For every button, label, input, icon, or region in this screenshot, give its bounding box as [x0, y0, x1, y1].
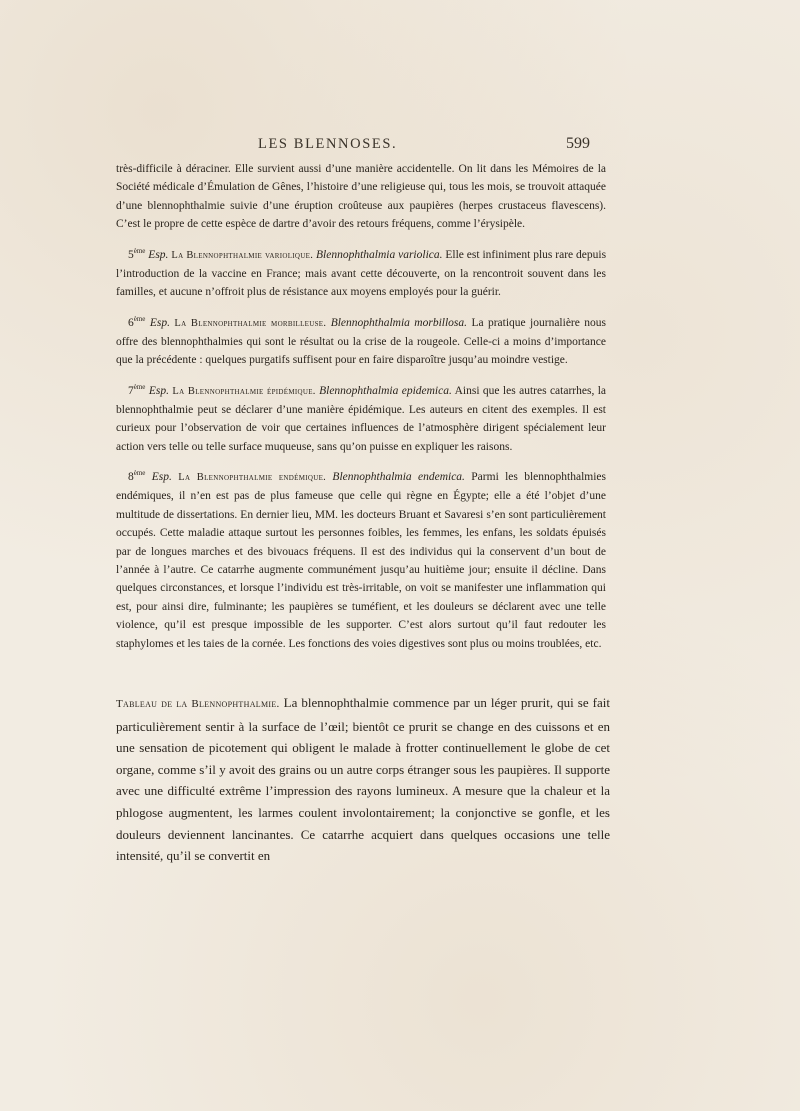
- species-number: 8: [128, 471, 134, 483]
- species-abbrev: Esp.: [145, 471, 172, 483]
- species-number: 5: [128, 248, 134, 261]
- species-title: La Blennophthalmie endémique.: [171, 472, 327, 483]
- species-number: 6: [128, 316, 134, 329]
- species-ordinal: ème: [133, 246, 146, 255]
- species-abbrev: Esp.: [145, 248, 169, 261]
- species-title: La Blennophthalmie épidémique.: [168, 385, 316, 397]
- page-number: 599: [566, 135, 590, 152]
- paragraph-tableau: [116, 692, 610, 867]
- body-text-small: [116, 160, 606, 661]
- species-number: 7: [128, 384, 134, 397]
- species-latin: Blennophthalmia endemica.: [326, 471, 465, 483]
- species-title: La Blennophthalmie variolique.: [168, 249, 314, 261]
- species-title: La Blennophthalmie morbilleuse.: [169, 317, 327, 329]
- species-text: Ainsi que les autres catarrhes, la blennophthalmie peut se déclarer d’une manière épidémique. Les auteurs en citent des exemples. Il est curieux pour l’observation de voir que certaines influences de l’atmosphère dirigent spécialement leur action vers telle ou telle surface muqueuse, sans qu’on puisse en expliquer les raisons.: [116, 384, 607, 453]
- paragraph-species-8: [116, 464, 606, 653]
- species-abbrev: Esp.: [145, 384, 169, 397]
- section-text: La blennophthalmie commence par un léger prurit, qui se fait particulièrement sentir à la surface de l’œil; bientôt ce prurit se change en des cuissons et en une sensation de picotement qui obligent le malade à frotter continuellement le globe de cet organe, comme s’il y avoit des grains ou un autre corps étranger sous les paupières. Il supporte avec une difficulté extrême l’impression des rayons lumineux. A mesure que la chaleur et la phlogose augmentent, les larmes coulent involontairement; la conjonctive se gonfle, et les douleurs deviennent lancinantes. Ce catarrhe acquiert dans quelques occasions une telle intensité, qu’il se convertit en: [116, 695, 611, 864]
- species-text: Parmi les blennophthalmies endémiques, il n’en est pas de plus fameuse que celle qui règne en Égypte; elle a été l’objet d’une multitude de dissertations. En dernier lieu, MM. les docteurs Bruant et Savaresi s’en sont particulièrement occupés. Cette maladie attaque surtout les personnes foibles, les femmes, les enfans, les soldats épuisés par de longues marches et des bivouacs fréquens. Il est des individus qui la conservent d’un bout de l’année à l’autre. Ce catarrhe augmente communément jusqu’au huitième jour; ensuite il décline. Dans quelques circonstances, et lorsque l’individu est très-irritable, on voit se manifester une inflammation qui est, pour ainsi dire, fulminante; les paupières se tuméfient, et les douleurs se déclarent avec une telle violence, qu’il est presque impossible de les supporter. C’est alors surtout qu’il faut redouter les staphylomes et les taies de la cornée. Les fonctions des voies digestives sont plus ou moins troublées, etc.: [116, 471, 607, 650]
- paragraph-species-7: [116, 378, 606, 456]
- section-title: Tableau de la Blennophthalmie.: [116, 698, 280, 710]
- species-text: La pratique journalière nous offre des blennophthalmies qui sont le résultat ou la crise de la rougeole. Celle-ci a moins d’importance que la précédente : quelques purgatifs suffisent pour en faire disparoître jusqu’au moindre vestige.: [116, 316, 606, 367]
- species-ordinal: ème: [133, 469, 146, 478]
- body-text-large: [116, 692, 610, 867]
- paragraph-species-6: [116, 310, 606, 370]
- page-header: [0, 136, 800, 156]
- species-latin: Blennophthalmia epidemica.: [315, 384, 452, 397]
- species-latin: Blennophthalmia variolica.: [313, 248, 443, 261]
- species-ordinal: ème: [133, 382, 146, 391]
- paragraph-species-5: [116, 242, 606, 302]
- species-latin: Blennophthalmia morbillosa.: [326, 316, 468, 329]
- paragraph-continuation: très-difficile à déraciner. Elle survient aussi d’une manière accidentelle. On lit dans les Mémoires de la Société médicale d’Émulation de Gênes, l’histoire d’une religieuse qui, tous les mois, se trouvoit attaquée d’une blennophthalmie suivie d’une éruption croûteuse aux paupières (herpes crustaceus flavescens). C’est le propre de cette espèce de dartre d’avoir des retours fréquens, comme l’érysipèle.: [116, 163, 606, 231]
- species-text: Elle est infiniment plus rare depuis l’introduction de la vaccine en France; mais avant cette découverte, on la rencontroit souvent dans les familles, et aucune n’offroit plus de résistance aux moyens employés pour la guérir.: [116, 248, 607, 299]
- running-title: LES BLENNOSES.: [258, 136, 398, 152]
- species-abbrev: Esp.: [145, 316, 170, 329]
- species-ordinal: ème: [133, 314, 146, 323]
